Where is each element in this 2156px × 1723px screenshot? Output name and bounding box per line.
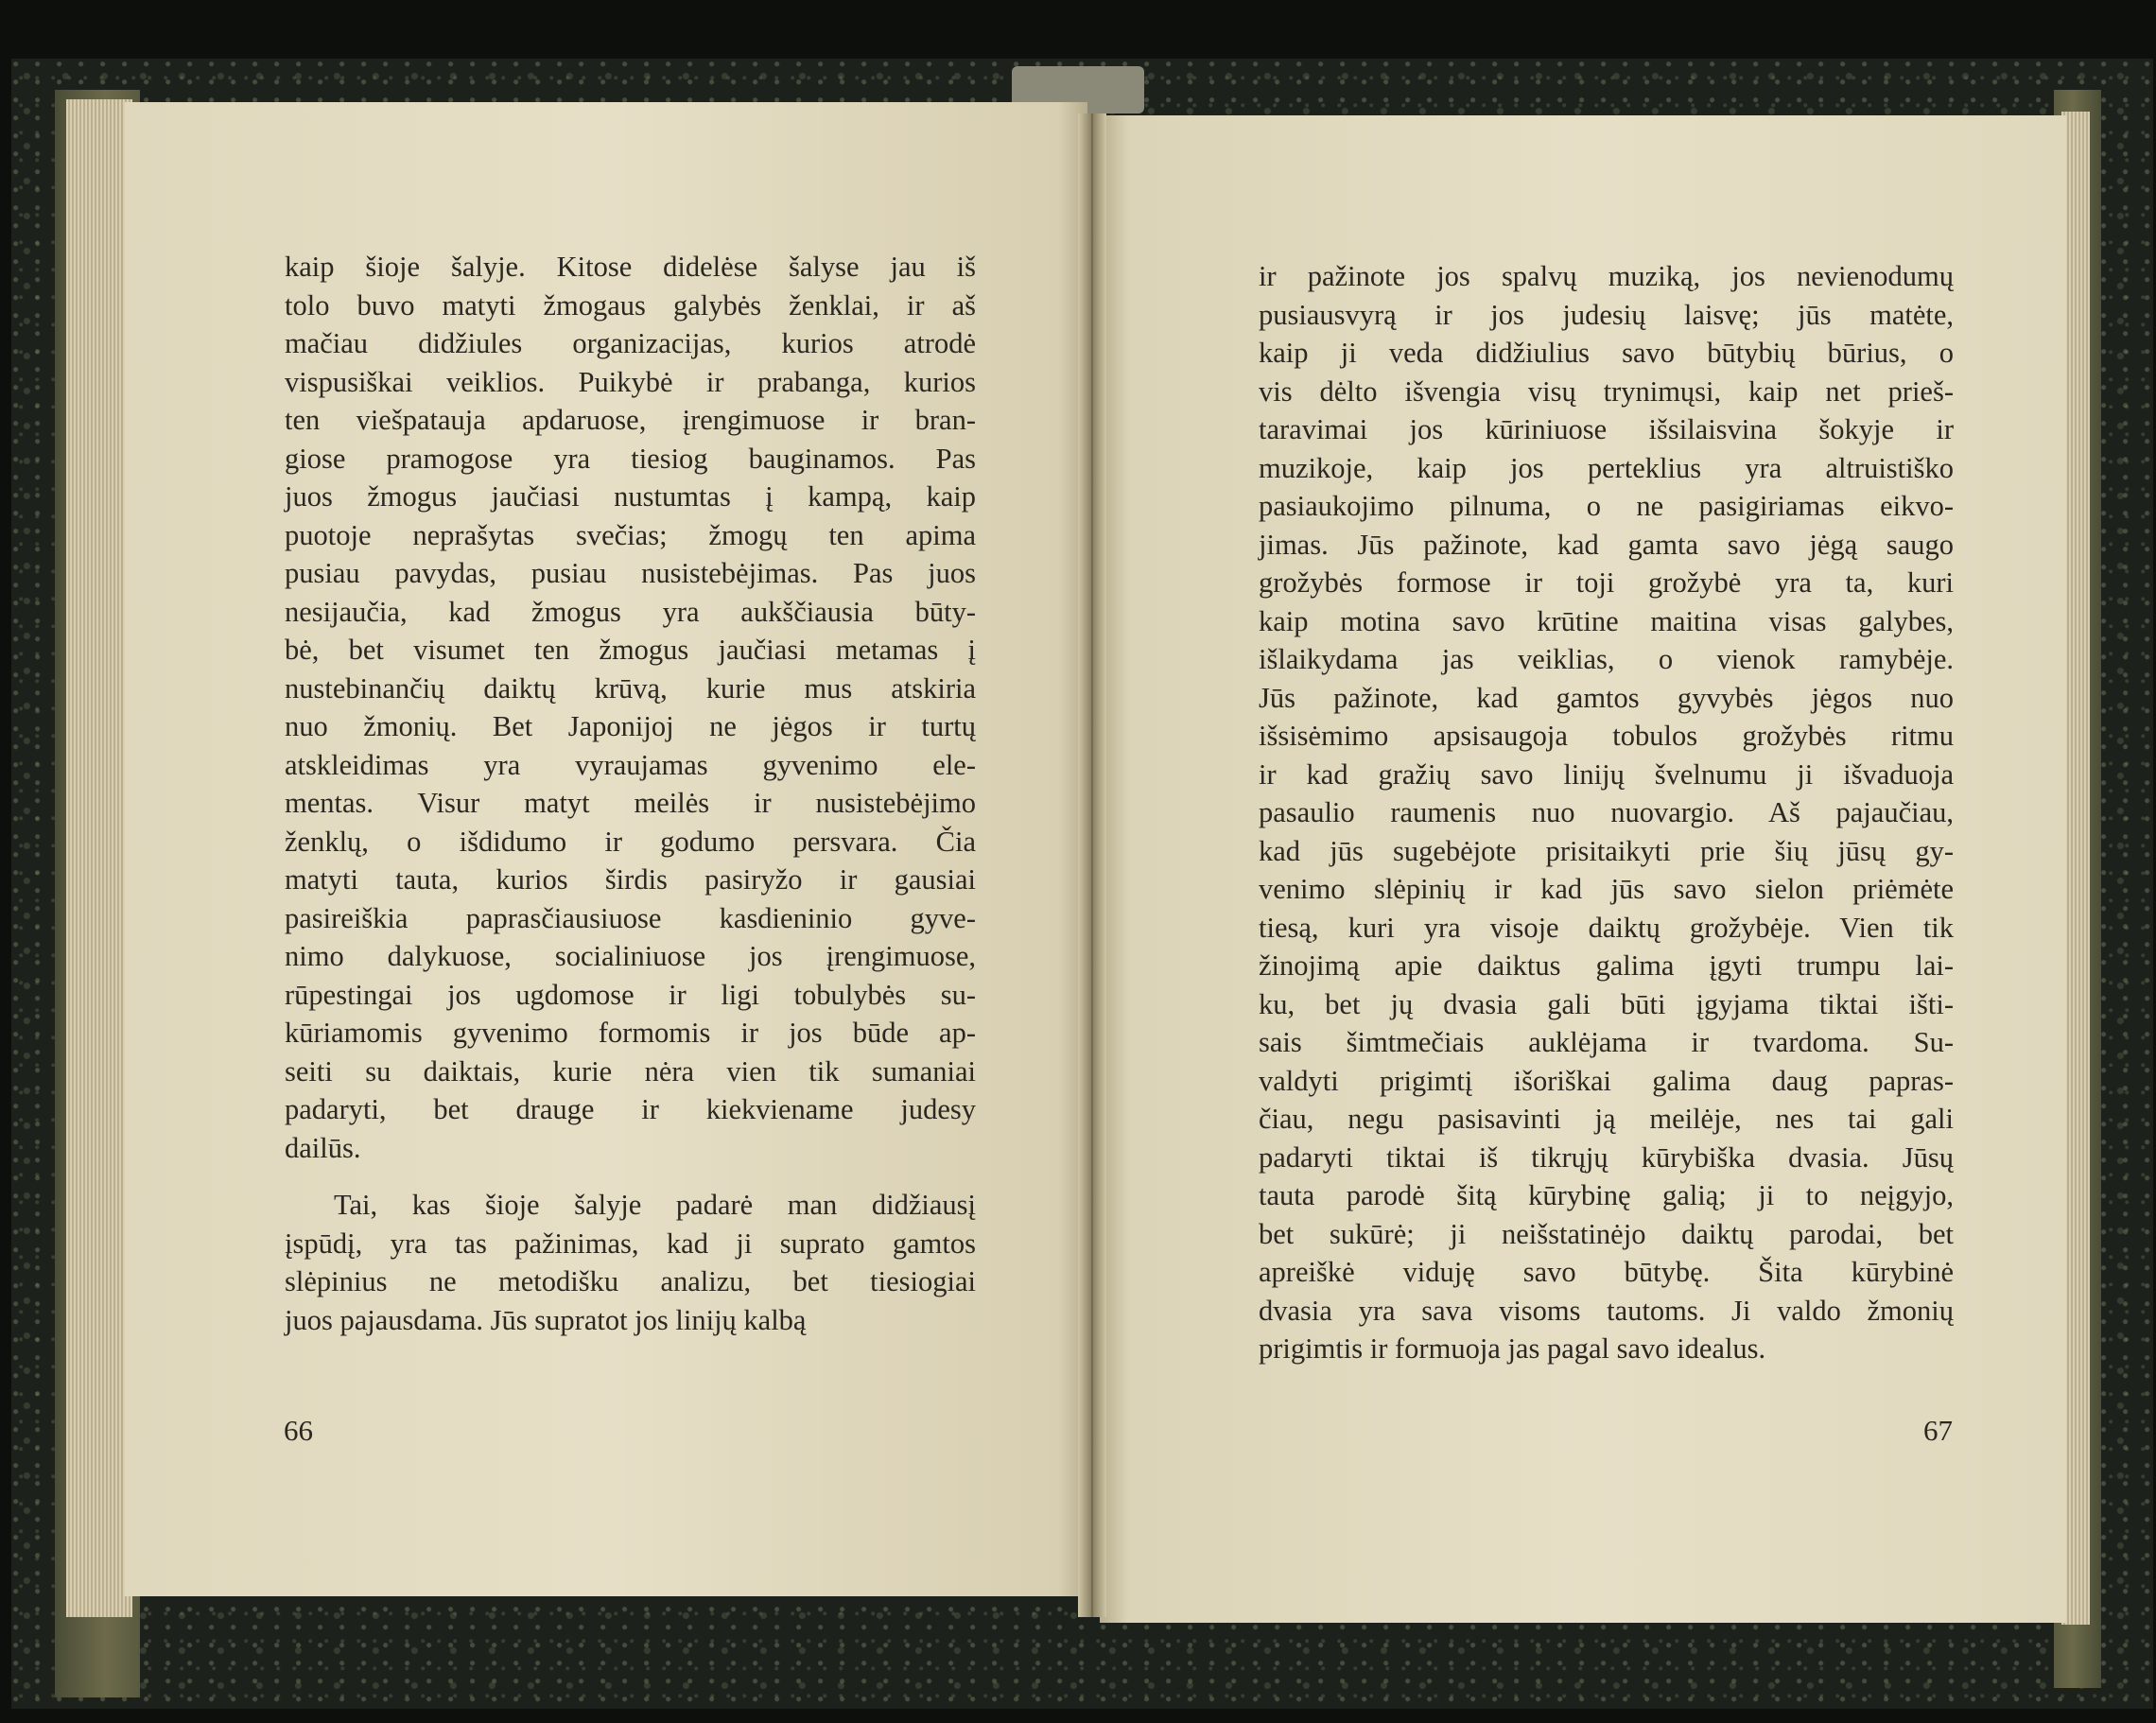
text-line: seiti su daiktais, kurie nėra vien tik sumaniai <box>285 1054 976 1088</box>
text-line: taravimai jos kūriniuose išsilaisvina šokyje ir <box>1259 413 1954 445</box>
text-line: grožybės formose ir toji grožybė yra ta, kuri <box>1259 566 1954 599</box>
text-line: mačiau didžiules organizacijas, kurios atrodė <box>285 327 976 359</box>
text-line: sais šimtmečiais auklėjama ir tvardoma. Su- <box>1259 1026 1954 1058</box>
page-stack-left <box>66 99 132 1617</box>
text-line: tiesą, kuri yra visoje daiktų grožybėje. Vien tik <box>1259 911 1954 944</box>
text-line: pusiau pavydas, pusiau nusistebėjimas. Pas juos <box>285 557 976 589</box>
text-line: valdyti prigimtį išoriškai galima daug papras- <box>1259 1064 1954 1097</box>
book-gutter <box>1078 113 1106 1617</box>
text-line: kaip ji veda didžiulius savo būtybių būrius, o <box>1259 337 1954 369</box>
right-page-text <box>1259 257 1954 1368</box>
text-line: pasiaukojimo pilnuma, o ne pasigiriamas eikvo- <box>1259 490 1954 522</box>
text-line: nimo dalykuose, socialiniuose jos įrengimuose, <box>285 940 976 972</box>
text-line: prigimtis ir formuoja jas pagal savo idealus. <box>1259 1332 1766 1365</box>
text-line: kad jūs sugebėjote prisitaikyti prie šių jūsų gy- <box>1259 834 1954 867</box>
text-line: apreiškė viduję savo būtybę. Šita kūrybinė <box>1259 1256 1954 1288</box>
text-line: muzikoje, kaip jos perteklius yra altruistiško <box>1259 451 1954 484</box>
text-line: padaryti tiktai iš tikrųjų kūrybiška dvasia. Jūsų <box>1259 1140 1954 1174</box>
text-line: ir pažinote jos spalvų muziką, jos nevienodumų <box>1259 260 1954 292</box>
text-line: ir kad gražių savo linijų švelnumu ji išvaduoja <box>1259 757 1954 791</box>
text-line: Jūs pažinote, kad gamtos gyvybės jėgos nuo <box>1259 681 1954 714</box>
page-number-left: 66 <box>284 1414 313 1447</box>
paragraph <box>285 248 976 1167</box>
text-line: Tai, kas šioje šalyje padarė man didžiausį <box>334 1189 976 1221</box>
text-line: įspūdį, yra tas pažinimas, kad ji suprato gamtos <box>285 1227 976 1260</box>
text-line: žinojimą apie daiktus galima įgyti trumpu lai- <box>1259 949 1954 982</box>
text-line: kūriamomis gyvenimo formomis ir jos būde ap- <box>285 1017 976 1049</box>
text-line: bet sukūrė; ji neišstatinėjo daiktų parodai, bet <box>1259 1217 1954 1250</box>
text-line: vispusiškai veiklios. Puikybė ir prabanga, kurios <box>285 365 976 398</box>
text-line: vis dėlto išvengia visų trynimųsi, kaip net prieš- <box>1259 374 1954 408</box>
text-line: ten viešpatauja apdaruose, įrengimuose ir bran- <box>285 404 976 436</box>
text-line: nuo žmonių. Bet Japonijoj ne jėgos ir turtų <box>285 710 976 742</box>
paragraph <box>285 1186 976 1339</box>
text-line: išsisėmimo apsisaugoja tobulos grožybės ritmu <box>1259 720 1954 752</box>
text-line: ku, bet jų dvasia gali būti įgyjama tiktai išti- <box>1259 987 1954 1020</box>
text-line: slėpinius ne metodišku analizu, bet tiesiogiai <box>285 1265 976 1297</box>
text-line: atskleidimas yra vyraujamas gyvenimo ele- <box>285 748 976 781</box>
text-line: dvasia yra sava visoms tautoms. Ji valdo žmonių <box>1259 1294 1954 1327</box>
text-line: nesijaučia, kad žmogus yra aukščiausia būty- <box>285 595 976 628</box>
page-number-right: 67 <box>1923 1414 1953 1447</box>
text-line: tolo buvo matyti žmogaus galybės ženklai, ir aš <box>285 288 976 322</box>
left-page-text <box>285 248 976 1339</box>
text-line: jimas. Jūs pažinote, kad gamta savo jėgą saugo <box>1259 528 1954 561</box>
text-line: rūpestingai jos ugdomose ir ligi tobulybės su- <box>285 978 976 1011</box>
text-line: išlaikydama jas veiklias, o vienok ramybėje. <box>1259 643 1954 675</box>
text-line: giose pramogose yra tiesiog bauginamos. Pas <box>285 442 976 475</box>
paragraph-gap <box>285 1167 976 1186</box>
text-line: puotoje neprašytas svečias; žmogų ten apima <box>285 518 976 551</box>
text-line: padaryti, bet drauge ir kiekviename judesy <box>285 1093 976 1125</box>
text-line: mentas. Visur matyt meilės ir nusistebėjimo <box>285 787 976 819</box>
text-line: pasireiškia paprasčiausiuose kasdieninio gyve- <box>285 901 976 934</box>
text-line: juos pajausdama. Jūs supratot jos linijų kalbą <box>285 1303 807 1336</box>
text-line: ženklų, o išdidumo ir godumo persvara. Čia <box>285 825 976 858</box>
text-line: pusiausvyrą ir jos judesių laisvę; jūs matėte, <box>1259 298 1954 331</box>
text-line: juos žmogus jaučiasi nustumtas į kampą, kaip <box>285 480 976 513</box>
text-line: tauta parodė šitą kūrybinę galią; ji to neįgyjo, <box>1259 1179 1954 1211</box>
text-line: kaip motina savo krūtine maitina visas galybes, <box>1259 604 1954 637</box>
text-line: čiau, negu pasisavinti ją meilėje, nes tai gali <box>1259 1103 1954 1135</box>
paragraph <box>1259 257 1954 1368</box>
text-line: matyti tauta, kurios širdis pasiryžo ir gausiai <box>285 863 976 896</box>
text-line: nustebinančių daiktų krūvą, kurie mus atskiria <box>285 671 976 705</box>
text-line: bė, bet visumet ten žmogus jaučiasi metamas į <box>285 634 976 666</box>
text-line: kaip šioje šalyje. Kitose didelėse šalyse jau iš <box>285 251 976 283</box>
text-line: venimo slėpinių ir kad jūs savo sielon priėmėte <box>1259 873 1954 905</box>
text-line: dailūs. <box>285 1131 361 1164</box>
text-line: pasaulio raumenis nuo nuovargio. Aš pajaučiau, <box>1259 796 1954 828</box>
